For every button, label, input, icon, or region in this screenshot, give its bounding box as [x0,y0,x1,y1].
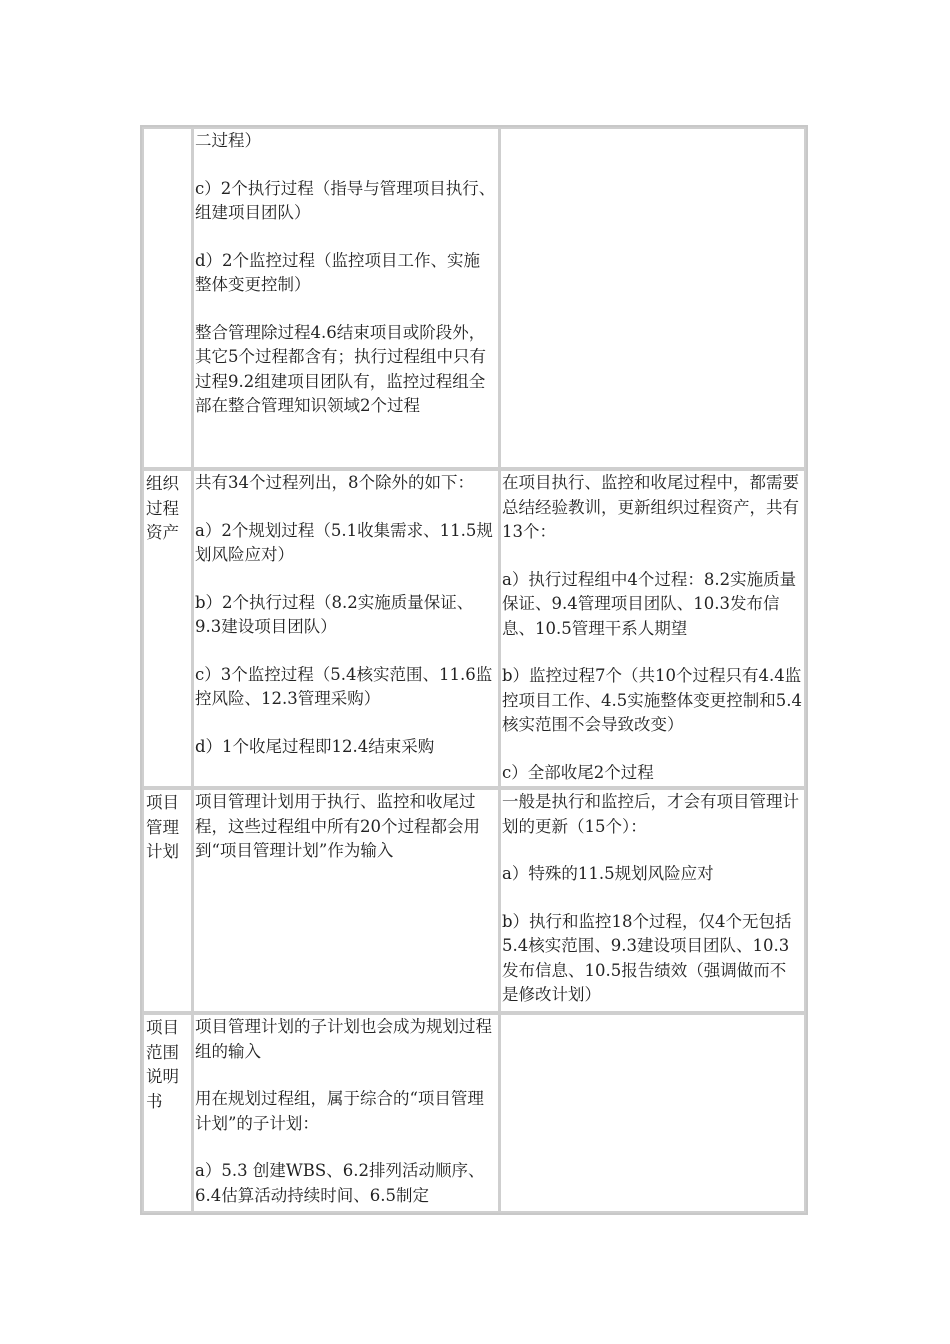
row1-header-cell [142,127,193,469]
row3-header-cell [142,788,193,1013]
row2-middle-cell [192,469,500,788]
row2-middle-para-1: 共有34个过程列出，8个除外的如下： [195,473,474,492]
row3-right-para-2: a）特殊的11.5规划风险应对 [502,864,714,883]
row2-middle-para-3: b）2个执行过程（8.2实施质量保证、9.3建设项目团队） [195,592,474,636]
row4-middle-cell [192,1013,500,1213]
row1-middle-para-3: d）2个监控过程（监控项目工作、实施整体变更控制） [195,250,481,294]
row1-middle-para-2: c）2个执行过程（指导与管理项目执行、组建项目团队） [195,178,496,222]
row2-middle-para-4: c）3个监控过程（5.4核实范围、11.6监控风险、12.3管理采购） [195,664,493,708]
row3-middle-cell [192,788,500,1013]
row2-middle-para-5: d）1个收尾过程即12.4结束采购 [195,736,435,756]
row1-right-cell [499,127,806,469]
row2-right-para-4: c）全部收尾2个过程 [502,762,654,782]
row4-header-cell [142,1013,193,1213]
row2-header-cell [142,469,193,788]
row2-right-para-3: b）监控过程7个（共10个过程只有4.4监控项目工作、4.5实施整体变更控制和5.4核实范围不会导致改变） [502,666,802,734]
row3-right-para-1: 一般是执行和监控后，才会有项目管理计划的更新（15个）： [502,792,799,836]
row4-right-cell [499,1013,806,1213]
row1-middle-cell [192,127,500,469]
row2-right-para-2: a）执行过程组中4个过程：8.2实施质量保证、9.4管理项目团队、10.3发布信息、10.5管理干系人期望 [502,569,797,638]
row4-header-label: 项目范围说明书 [146,1018,179,1111]
row2-header-label: 组织过程资产 [146,474,179,542]
row2-right-cell [499,469,806,788]
row4-middle-para-2: 用在规划过程组，属于综合的“项目管理计划”的子计划： [195,1089,484,1133]
row3-middle-para-1: 项目管理计划用于执行、监控和收尾过程，这些过程组中所有20个过程都会用到“项目管理计划”作为输入 [195,792,480,860]
row3-right-cell [499,788,806,1013]
row4-middle-para-3: a）5.3 创建WBS、6.2排列活动顺序、6.4估算活动持续时间、6.5制定 [195,1161,485,1205]
row1-middle-para-1: 二过程） [195,131,261,150]
row3-right-para-3: b）执行和监控18个过程，仅4个无包括5.4核实范围、9.3建设项目团队、10.3发布信息、10.5报告绩效（强调做而不是修改计划） [502,911,792,1004]
row2-middle-para-2: a）2个规划过程（5.1收集需求、11.5规划风险应对） [195,520,493,564]
row2-right-para-1: 在项目执行、监控和收尾过程中，都需要总结经验教训，更新组织过程资产，共有13个： [502,473,799,541]
row3-header-label: 项目管理计划 [146,793,179,861]
row1-middle-para-4: 整合管理除过程4.6结束项目或阶段外，其它5个过程都含有；执行过程组中只有过程9.2组建项目团队有，监控过程组全部在整合管理知识领域2个过程 [195,322,486,415]
row4-middle-para-1: 项目管理计划的子计划也会成为规划过程组的输入 [195,1017,492,1061]
